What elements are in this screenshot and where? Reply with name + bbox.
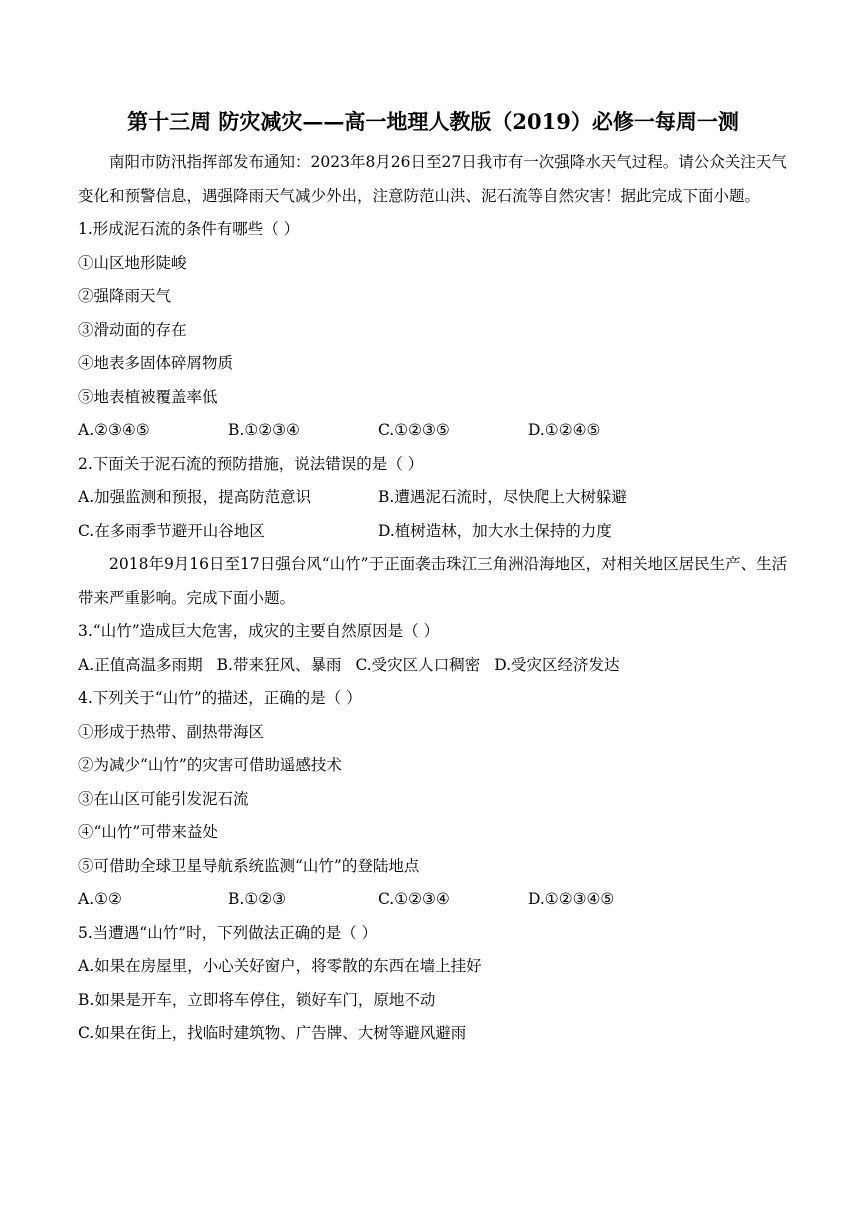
question-1-item: ⑤地表植被覆盖率低	[78, 387, 218, 406]
question-4-stem: 4.下列关于“山竹”的描述，正确的是（ ）	[78, 689, 362, 707]
question-1-options	[78, 414, 788, 448]
question-1-item: ②强降雨天气	[78, 287, 172, 305]
question-4-item: ①形成于热带、副热带海区	[78, 722, 265, 741]
question-2-options-cd	[78, 515, 788, 549]
option-b: B.①②③④	[228, 421, 300, 439]
intro-passage-2: 2018年9月16日至17日强台风“山竹”于正面袭击珠江三角洲沿海地区，对相关地区居民生产、生活带来严重影响。完成下面小题。	[78, 555, 788, 607]
question-5-stem: 5.当遭遇“山竹”时，下列做法正确的是（ ）	[78, 923, 378, 942]
question-1-stem: 1.形成泥石流的条件有哪些（ ）	[78, 220, 300, 238]
question-1-item: ①山区地形陡峻	[78, 253, 187, 272]
intro-passage-1: 南阳市防汛指挥部发布通知：2023年8月26日至27日我市有一次强降水天气过程。请公众关注天气变化和预警信息，遇强降雨天气减少外出，注意防范山洪、泥石流等自然灾害！据此完成下面小题。	[78, 153, 787, 205]
option-a: A.如果在房屋里，小心关好窗户，将零散的东西在墙上挂好	[78, 957, 482, 975]
page-title: 第十三周 防灾减灾——高一地理人教版（2019）必修一每周一测	[127, 109, 739, 134]
question-4-item: ⑤可借助全球卫星导航系统监测“山竹”的登陆地点	[78, 856, 420, 875]
option-a: A.加强监测和预报，提高防范意识	[78, 488, 312, 506]
option-a: A.①②	[78, 890, 122, 908]
option-d: D.受灾区经济发达	[494, 655, 620, 674]
question-2-options-ab	[78, 481, 788, 515]
question-2-stem: 2.下面关于泥石流的预防措施，说法错误的是（ ）	[78, 454, 424, 473]
option-c: C.在多雨季节避开山谷地区	[78, 521, 265, 540]
question-4-item: ③在山区可能引发泥石流	[78, 789, 249, 808]
question-3-options	[78, 649, 788, 683]
document-page	[78, 96, 788, 1051]
option-b: B.如果是开车，立即将车停住，锁好车门，原地不动	[78, 990, 436, 1009]
question-4-options	[78, 883, 788, 917]
question-1-item: ④地表多固体碎屑物质	[78, 354, 234, 372]
option-b: B.遭遇泥石流时，尽快爬上大树躲避	[378, 488, 627, 506]
option-c: C.如果在街上，找临时建筑物、广告牌、大树等避风避雨	[78, 1024, 467, 1042]
option-b: B.①②③	[228, 890, 287, 908]
option-a: A.②③④⑤	[78, 421, 150, 439]
option-d: D.①②③④⑤	[528, 890, 615, 908]
question-3-stem: 3.“山竹”造成巨大危害，成灾的主要自然原因是（ ）	[78, 622, 440, 640]
option-b: B.带来狂风、暴雨	[216, 655, 342, 674]
option-a: A.正值高温多雨期	[78, 655, 203, 674]
question-1-item: ③滑动面的存在	[78, 320, 187, 339]
question-4-item: ②为减少“山竹”的灾害可借助遥感技术	[78, 756, 342, 774]
option-d: D.植树造林，加大水土保持的力度	[378, 521, 612, 540]
question-4-item: ④“山竹”可带来益处	[78, 823, 218, 841]
option-c: C.受灾区人口稠密	[355, 655, 481, 674]
option-d: D.①②④⑤	[528, 421, 601, 439]
option-c: C.①②③⑤	[378, 421, 450, 439]
option-c: C.①②③④	[378, 890, 450, 908]
